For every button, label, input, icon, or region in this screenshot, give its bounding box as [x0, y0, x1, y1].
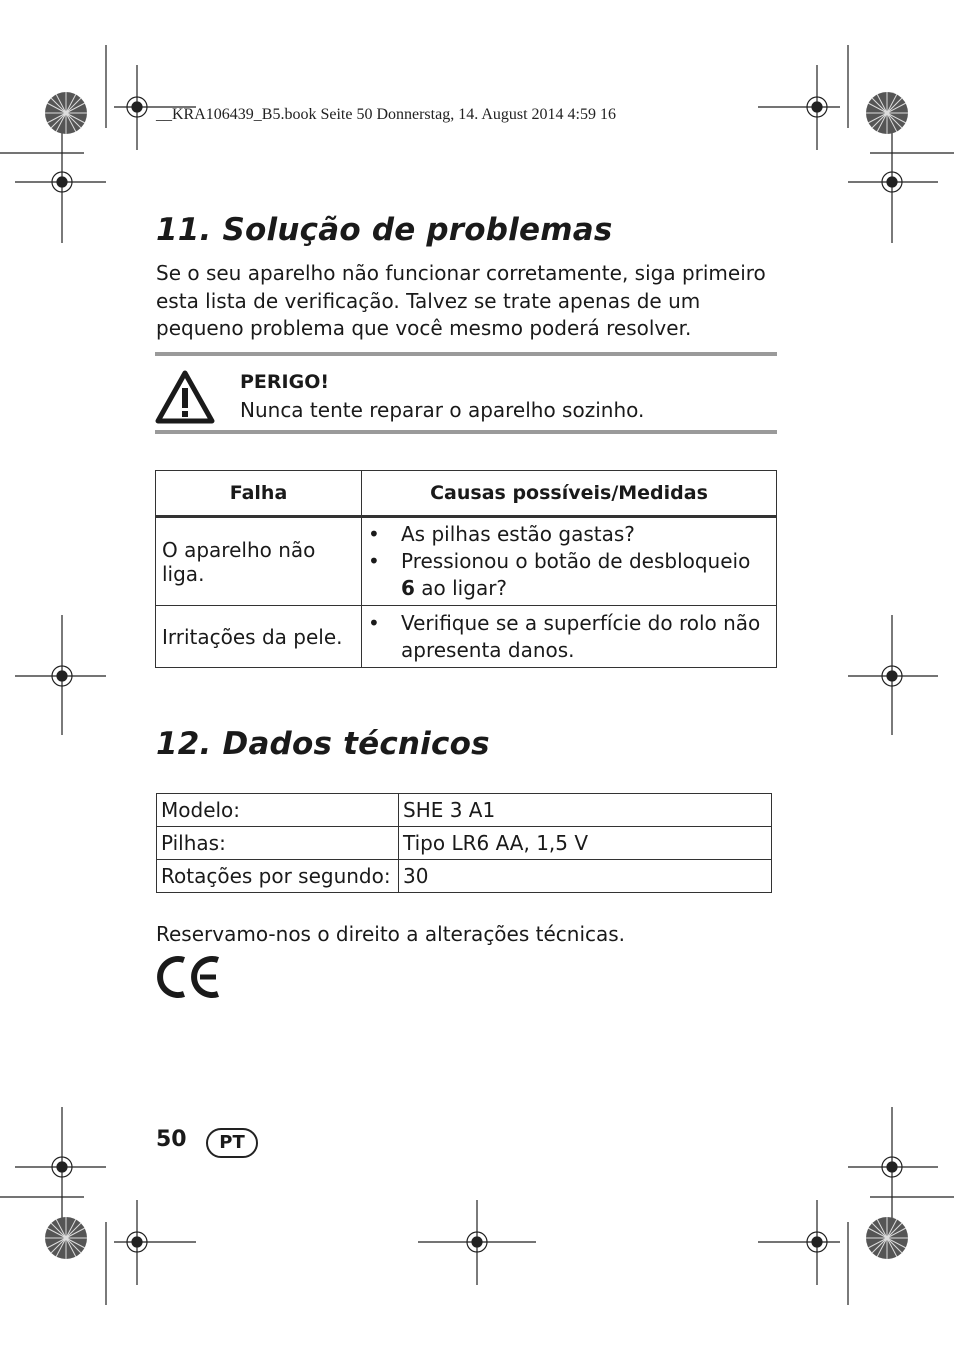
print-header: __KRA106439_B5.book Seite 50 Donnerstag, 14. August 2014 4:59 16	[156, 106, 616, 123]
cause-text-continued: ao ligar?	[414, 576, 508, 600]
section-title-troubleshooting: 11. Solução de problemas	[156, 212, 613, 248]
warning-bottom-rule	[155, 430, 777, 434]
technical-data-table	[156, 793, 772, 893]
spec-value: 30	[399, 860, 772, 893]
bullet-icon: •	[368, 610, 380, 635]
causes-cell	[362, 606, 777, 668]
fault-cell: Irritações da pele.	[156, 606, 362, 668]
list-item	[368, 548, 770, 602]
section-title-technical-data: 12. Dados técnicos	[156, 726, 490, 762]
list-item	[368, 521, 770, 548]
technical-changes-note: Reservamo-nos o direito a alterações técnicas.	[156, 922, 626, 946]
cause-text: Pressionou o botão de desbloqueio	[401, 549, 751, 573]
column-header-causes: Causas possíveis/Medidas	[362, 471, 777, 517]
star-target-icon	[45, 1217, 87, 1259]
spec-value: SHE 3 A1	[399, 794, 772, 827]
table-row	[157, 860, 772, 893]
spec-label: Modelo:	[157, 794, 399, 827]
bullet-icon: •	[368, 522, 380, 546]
cause-text: As pilhas estão gastas?	[401, 522, 635, 546]
registration-crosshair-icon	[848, 615, 938, 735]
table-row	[156, 606, 777, 668]
language-badge: PT	[206, 1128, 258, 1158]
registration-crosshair-icon	[418, 1200, 536, 1285]
table-row	[157, 827, 772, 860]
spec-value: Tipo LR6 AA, 1,5 V	[399, 827, 772, 860]
ce-mark-icon	[156, 954, 222, 1000]
fault-cell: O aparelho não liga.	[156, 517, 362, 606]
registration-crosshair-icon	[114, 1200, 196, 1285]
column-header-fault: Falha	[156, 471, 362, 517]
troubleshooting-intro: Se o seu aparelho não funcionar corretamente, siga primeiro esta lista de verificação. Talvez se trate apenas de um pequeno problema que você mesmo poderá resolver.	[156, 261, 766, 340]
table-header-row	[156, 471, 777, 517]
page-number: 50	[156, 1127, 187, 1152]
table-row	[156, 517, 777, 606]
part-reference-number: 6	[401, 576, 415, 600]
causes-cell	[362, 517, 777, 606]
star-target-icon	[866, 1217, 908, 1259]
troubleshooting-table	[155, 470, 777, 668]
warning-top-rule	[155, 352, 777, 356]
list-item	[368, 610, 770, 664]
bullet-icon: •	[368, 549, 380, 573]
warning-label: PERIGO!	[240, 371, 330, 393]
registration-crosshair-icon	[758, 65, 840, 150]
warning-triangle-icon	[155, 370, 215, 424]
cause-text: Verifique se a superfície do rolo não apresenta danos.	[401, 610, 761, 662]
spec-label: Pilhas:	[157, 827, 399, 860]
star-target-icon	[45, 92, 87, 134]
registration-crosshair-icon	[15, 615, 106, 735]
table-row	[157, 794, 772, 827]
registration-crosshair-icon	[758, 1200, 840, 1285]
star-target-icon	[866, 92, 908, 134]
warning-text: Nunca tente reparar o aparelho sozinho.	[240, 398, 645, 422]
spec-label: Rotações por segundo:	[157, 860, 399, 893]
